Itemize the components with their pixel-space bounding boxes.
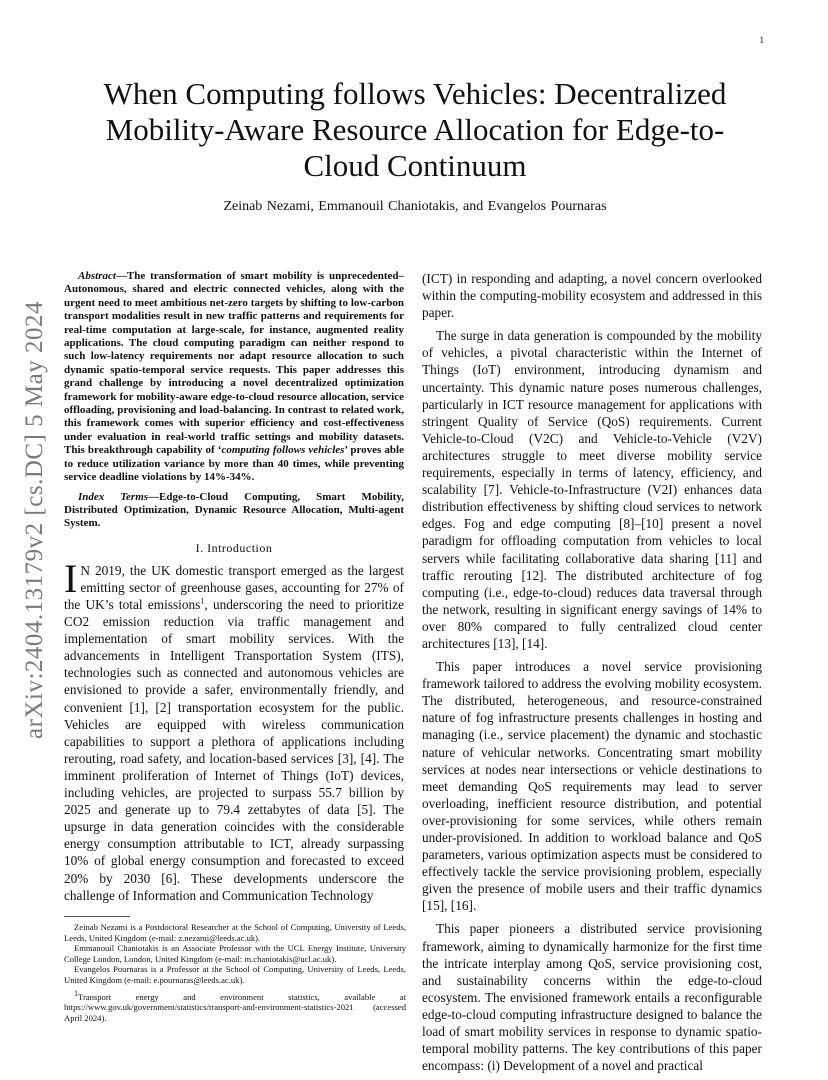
intro-paragraph-1 bbox=[64, 555, 404, 904]
abstract bbox=[64, 270, 404, 485]
abstract-text-1: —The transformation of smart mobility is unprecedented–Autonomous, shared and electric connected vehicles, along with the urgent need to meet ambitious net-zero targets by shifting to low-carbon transport modalities result in new traffic patterns and requirements for real-time computation at large-scale, for instance, augmented reality applications. The cloud computing paradigm can neither respond to such low-latency requirements nor adapt resource allocation to such dynamic spatio-temporal service requests. This paper addresses this grand challenge by introducing a novel decentralized optimization framework for mobility-aware edge-to-cloud resource allocation, service offloading, provisioning and load-balancing. In contrast to related work, this framework comes with superior efficiency and cost-effectiveness under evaluation in real-world traffic settings and mobility datasets. This breakthrough capability of ‘ bbox=[64, 270, 404, 457]
footnote-1 bbox=[64, 988, 406, 1024]
footnote-1-text: Transport energy and environment statistics, available at https://www.gov.uk/government/statistics/transport-and-environment-statistics-2021 (accessed April 2024). bbox=[64, 991, 406, 1023]
affiliation-pournaras: Evangelos Pournaras is a Professor at the School of Computing, University of Leeds, Leeds, United Kingdom (e-mail: e.pournaras@leeds.ac.uk). bbox=[64, 964, 406, 985]
arxiv-stamp bbox=[16, 285, 54, 755]
right-paragraph-mobility: The surge in data generation is compounded by the mobility of vehicles, a pivotal characteristic within the Internet of Things (IoT) environment, introducing dynamism and uncertainty. This dynamic nature poses numerous challenges, particularly in ICT resource management for applications with stringent Quality of Service (QoS) requirements. Current Vehicle-to-Cloud (V2C) and Vehicle-to-Vehicle (V2V) architectures struggle to meet diverse mobility service requirements, especially in terms of latency, efficiency, and scalability [7]. Vehicle-to-Infrastructure (V2I) enhances data distribution effectiveness by shifting cloud services to network edges. Fog and edge computing [8]–[10] present a novel paradigm for offloading computation from vehicles to local servers while facilitating collaborative data sharing [11] and traffic rerouting [12]. The distributed architecture of fog computing (i.e., edge-to-cloud) reduces data traversal through the network, resulting in significant energy savings of 14% to over 80% compared to fully centralized cloud center architectures [13], [14]. bbox=[422, 328, 762, 651]
right-paragraph-framework: This paper introduces a novel service provisioning framework tailored to address the evolving mobility ecosystem. The distributed, heterogeneous, and resource-constrained nature of fog infrastructure presents challenges in hosting and managing (i.e., service placement) the dynamic and stochastic nature of vehicular networks. Concentrating smart mobility services at nodes near intersections or vehicle destinations to meet demanding QoS requirements may lead to server overloading, inefficient resource distribution, and potential over-provisioning for some services, while others remain under-provisioned. In addition to workload balance and QoS parameters, various optimization aspects must be considered to effectively tackle the service provisioning problem, especially given the presence of mobile users and their traffic dynamics [15], [16]. bbox=[422, 659, 762, 914]
affiliation-chaniotakis: Emmanouil Chaniotakis is an Associate Professor with the UCL Energy Institute, University College London, London, United Kingdom (e-mail: m.chaniotakis@ucl.ac.uk). bbox=[64, 943, 406, 964]
section-heading-introduction: I. Introduction bbox=[195, 540, 273, 555]
abstract-text-2: ’ proves able to reduce utilization variance by more than 40 times, while preventing service deadline violations by 14%-34%. bbox=[64, 444, 404, 484]
intro-paragraph-1-text-b: , underscoring the need to prioritize CO2 emission reduction via traffic management and implementation of smart mobility services. With the advancements in Intelligent Transportation System (ITS), technologies such as connected and autonomous vehicles are envisioned to provide a safer, environmentally friendly, and convenient [1], [2] transportation ecosystem for the public. Vehicles are equipped with wireless communication capabilities to support a plethora of applications including rerouting, road safety, and location-based services [3], [4]. The imminent proliferation of Internet of Things (IoT) devices, including vehicles, are projected to surpass 55.7 billion by 2025 and generate up to 79.4 zettabytes of data [5]. The upsurge in data generation coincides with the considerable energy consumption attributable to ICT, already surpassing 10% of global energy consumption and forecasted to exceed 20% by 2030 [6]. These developments underscore the challenge of Information and Communication Technology bbox=[64, 597, 404, 903]
abstract-emphasis: computing follows vehicles bbox=[221, 444, 345, 457]
right-paragraph-continued: (ICT) in responding and adapting, a novel concern overlooked within the computing-mobility ecosystem and addressed in this paper. bbox=[422, 271, 762, 321]
drop-cap: I bbox=[64, 555, 78, 601]
left-column bbox=[64, 270, 404, 910]
index-terms-lead: Index Terms bbox=[78, 490, 149, 503]
footnotes bbox=[64, 922, 406, 1023]
page-number: 1 bbox=[759, 35, 764, 45]
right-column bbox=[422, 270, 762, 1080]
paper-title: When Computing follows Vehicles: Decentralized Mobility-Aware Resource Allocation for Edge-to-Cloud Continuum bbox=[103, 76, 727, 183]
index-terms-text: —Edge-to-Cloud Computing, Smart Mobility, Distributed Optimization, Dynamic Resource Allocation, Multi-agent System. bbox=[64, 490, 404, 530]
right-paragraph-contributions: This paper pioneers a distributed service provisioning framework, aiming to dynamically harmonize for the first time the intricate interplay among QoS, service provisioning cost, and sustainability concerns within the edge-to-cloud ecosystem. The envisioned framework entails a reconfigurable edge-to-cloud computing infrastructure designed to balance the load of smart mobility services in response to dynamic spatio-temporal mobility patterns. The key contributions of this paper encompass: (i) Development of a novel and practical bbox=[422, 921, 762, 1074]
author-list: Zeinab Nezami, Emmanouil Chaniotakis, and Evangelos Pournaras bbox=[223, 199, 607, 214]
index-terms bbox=[64, 491, 404, 531]
footnote-marker-1: 1 bbox=[200, 596, 205, 606]
arxiv-stamp-text: arXiv:2404.13179v2 [cs.DC] 5 May 2024 bbox=[21, 301, 48, 739]
affiliation-nezami: Zeinab Nezami is a Postdoctoral Researcher at the School of Computing, University of Leeds, Leeds, United Kingdom (e-mail: z.nezami@leeds.ac.uk). bbox=[64, 922, 406, 943]
footnote-1-mark: 1 bbox=[74, 988, 78, 998]
footnote-rule bbox=[64, 916, 130, 917]
abstract-lead: Abstract bbox=[78, 270, 116, 282]
intro-paragraph-1-text-a: N 2019, the UK domestic transport emerged as the largest emitting sector of greenhouse gases, accounting for 27% of the UK’s total emissions bbox=[64, 562, 404, 612]
